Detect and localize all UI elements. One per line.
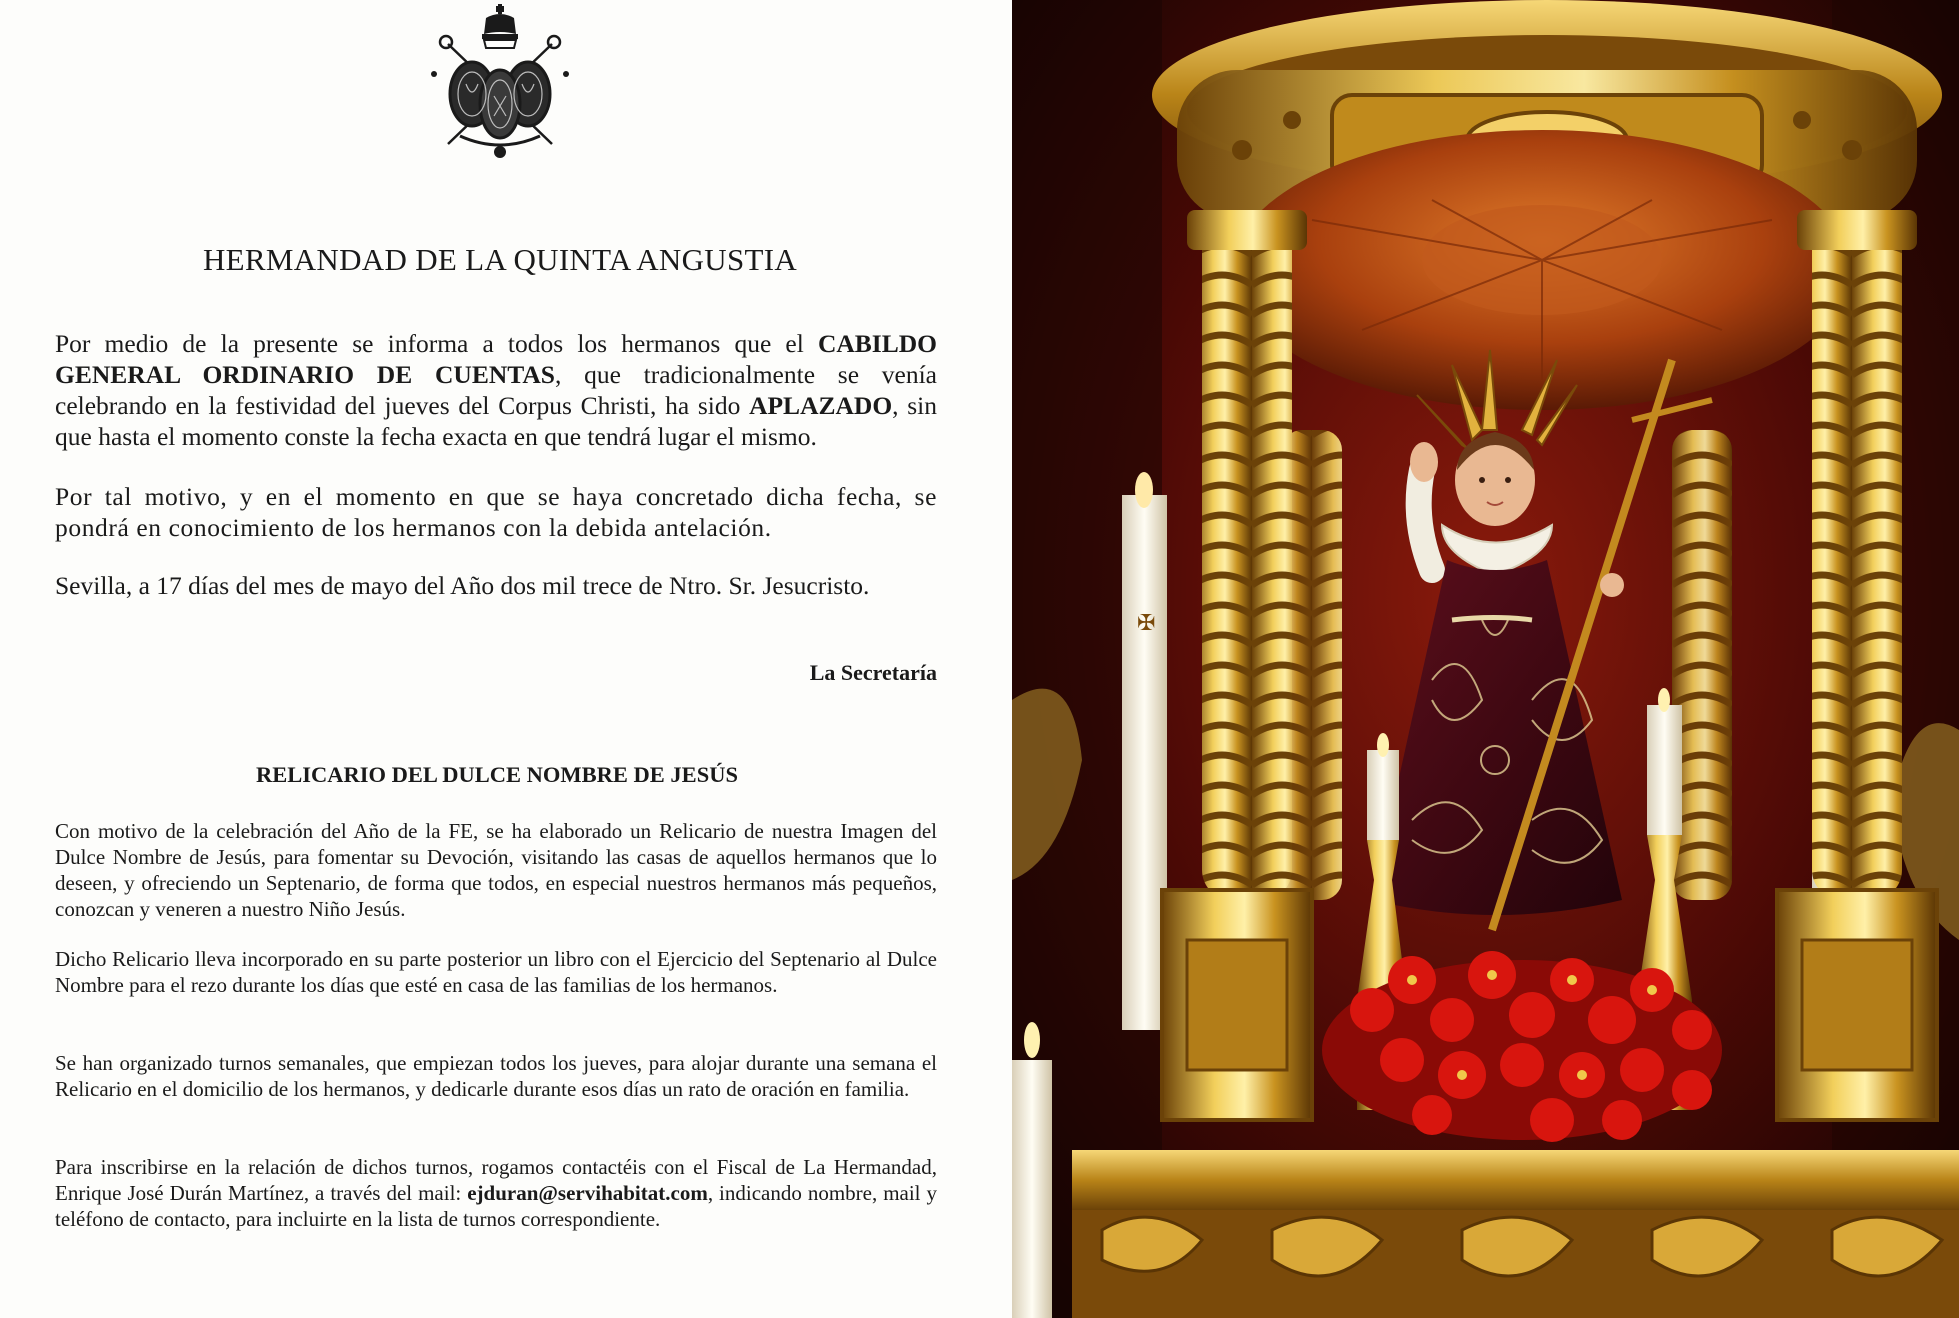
announcement-lead: Por medio de la presente se informa a todos los hermanos que el (55, 329, 818, 358)
cabildo-emphasis: CABILDO GENERAL ORDINARIO DE CUENTAS (55, 329, 937, 389)
contact-tail: , indicando nombre, mail y teléfono de contacto, para incluirte en la lista de turnos correspondiente. (55, 1181, 937, 1231)
photo-page (1012, 0, 1959, 1318)
relicario-paragraph-3: Se han organizado turnos semanales, que empiezan todos los jueves, para alojar durante una semana el Relicario en el domicilio de los hermanos, y dedicarle durante esos días un rato de oración en familia. (55, 1051, 937, 1101)
brotherhood-crest-icon (420, 4, 580, 164)
svg-text:✠: ✠ (1137, 611, 1156, 636)
announcement-middle: , que tradicionalmente se venía celebrando en la festividad del jueves del Corpus Christi, ha sido (55, 360, 938, 420)
contact-email-link[interactable]: ejduran@servihabitat.com (467, 1181, 708, 1205)
announcement-tail: , sin que hasta el momento conste la fecha exacta en que tendrá lugar el mismo. (55, 391, 937, 451)
postponed-emphasis: APLAZADO (749, 391, 893, 420)
page-title: HERMANDAD DE LA QUINTA ANGUSTIA (202, 242, 798, 277)
relicario-paragraph-2: Dicho Relicario lleva incorporado en su parte posterior un libro con el Ejercicio del Septenario al Dulce Nombre para el rezo durante los días que esté en casa de las familias de los hermanos. (55, 947, 937, 997)
child-jesus-altar-image (1012, 0, 1959, 1318)
relicario-paragraph-1: Con motivo de la celebración del Año de la FE, se ha elaborado un Relicario de nuestra Imagen del Dulce Nombre de Jesús, para fomentar su Devoción, visitando las casas de aquellos hermanos que lo deseen, y ofreciendo un Septenario, de forma que todos, en especial nuestros hermanos más pequeños, conozcan y veneren a nuestro Niño Jesús. (55, 819, 937, 921)
signature: La Secretaría (809, 660, 937, 685)
announcement-paragraph (55, 328, 937, 452)
date-line: Sevilla, a 17 días del mes de mayo del Año dos mil trece de Ntro. Sr. Jesucristo. (55, 571, 870, 600)
contact-lead: Para inscribirse en la relación de dichos turnos, rogamos contactéis con el Fiscal de La Hermandad, Enrique José Durán Martínez, a través del mail: (55, 1155, 937, 1205)
section-title: RELICARIO DEL DULCE NOMBRE DE JESÚS (256, 762, 738, 787)
notice-paragraph: Por tal motivo, y en el momento en que se haya concretado dicha fecha, se pondrá en conocimiento de los hermanos con la debida antelación. (55, 482, 937, 542)
contact-paragraph (55, 1154, 937, 1232)
